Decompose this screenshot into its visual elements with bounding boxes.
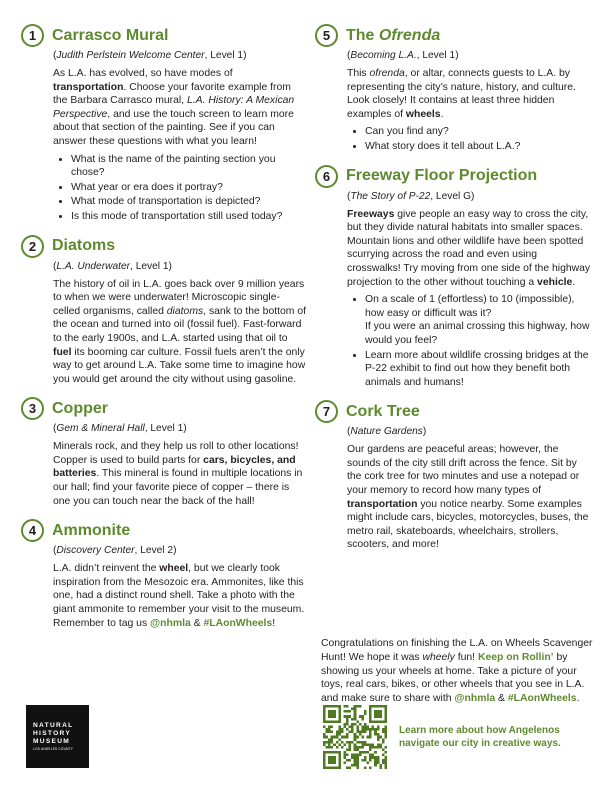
section-carrasco-mural [21, 22, 307, 224]
section-header [21, 517, 307, 544]
step-number-badge: 5 [315, 24, 338, 47]
body-text: you notice nearby. Some examples might include cars, bicycles, motorcycles, buses, the metro rail, skateboards, wheelchairs, strollers, scooters, and more! [347, 498, 589, 551]
section-title: Freeway Floor Projection [346, 167, 538, 185]
section-title: Carrasco Mural [52, 26, 169, 44]
location-name: The Story of P-22 [350, 190, 431, 202]
location-level: , Level 1 [144, 423, 184, 435]
keyword: fuel [53, 346, 72, 358]
pun-word: wheely [422, 651, 455, 663]
body-text: This [347, 68, 370, 79]
body-text: , sank to the bottom of the ocean and turned into oil (fossil fuel). Fast-forward to the early 1900s, and L.A. started using that oil to [53, 305, 306, 344]
list-item: • Can you find any? [365, 125, 593, 139]
section-ammonite [21, 517, 307, 630]
section-cork-tree [315, 398, 593, 552]
title-emphasis: Ofrenda [378, 26, 441, 44]
body-text: Minerals rock, and they help us roll to other locations! Copper is used to build parts for [53, 441, 299, 466]
learn-more-text: Learn more about how Angelenos navigate our city in creative ways. [399, 725, 561, 749]
keyword: ofrenda [369, 68, 405, 79]
section-header [21, 395, 307, 422]
location-level: , Level 1 [130, 260, 169, 272]
logo-line: HISTORY [33, 730, 72, 737]
body-text: Our gardens are peaceful areas; however, the sounds of the city still drift across the fence. Sit by the cork tree for two minutes and use a notepad or your memory to record how many types of [347, 444, 580, 497]
section-title: Cork Tree [346, 402, 420, 420]
keyword: transportation [53, 81, 124, 93]
section-header [21, 22, 307, 49]
section-title: Diatoms [52, 237, 116, 255]
list-item: • Learn more about wildlife crossing bridges at the P-22 exhibit to find out how they benefit both animals and humans! [365, 349, 593, 390]
body-text: . [572, 276, 576, 288]
logo-subtitle: LOS ANGELES COUNTY [33, 747, 74, 751]
social-handle: @nhmla [454, 692, 496, 704]
body-text: . Choose your favorite example from the Barbara Carrasco mural, [53, 81, 291, 107]
keyword: transportation [347, 498, 418, 510]
body-text: . [440, 108, 444, 120]
list-item-text: If you were an animal crossing this highway, how would you feel? [365, 321, 590, 346]
section-title: Ammonite [52, 521, 131, 539]
section-location: (Judith Perlstein Welcome Center, Level 1) [53, 50, 247, 61]
body-text: , or altar, connects guests to L.A. by representing the city’s nature, history, and culture. Look closely! It contains at least three hidden examples of [347, 68, 576, 120]
section-body [347, 208, 593, 290]
list-item: • What is the name of the painting section you chose? [71, 153, 307, 180]
body-text: As L.A. has evolved, so have modes of [53, 68, 233, 79]
hashtag: #LAonWheels [203, 617, 273, 629]
section-location: (Gem & Mineral Hall, Level 1) [53, 423, 187, 435]
section-location: (Becoming L.A., Level 1) [347, 50, 459, 61]
section-location: (Nature Gardens) [347, 426, 427, 438]
section-body [347, 443, 593, 552]
step-number-badge: 1 [21, 24, 44, 47]
section-location: (The Story of P-22, Level G) [347, 190, 475, 202]
section-title [346, 27, 440, 45]
section-diatoms [21, 233, 307, 387]
location-level: , Level 1 [204, 50, 244, 61]
hashtag: #LAonWheels [507, 692, 577, 704]
body-text: The history of oil in L.A. goes back over 9 million years to when we were underwater! Microscopic single-celled organisms, called [53, 278, 305, 317]
artwork-title: L.A. History: A Mexican Perspective [53, 95, 295, 120]
location-name: Discovery Center [56, 545, 135, 557]
section-copper [21, 395, 307, 508]
section-location: (Discovery Center, Level 2) [53, 545, 177, 557]
list-item: • What story does it tell about L.A.? [365, 140, 593, 154]
body-text: & [495, 692, 508, 704]
section-title: Copper [52, 399, 108, 417]
left-column [21, 22, 307, 639]
list-item: • What year or era does it portray? [71, 181, 307, 195]
section-ofrenda [315, 22, 593, 154]
section-header [315, 398, 593, 425]
keyword: vehicle [537, 276, 573, 288]
section-body [53, 278, 307, 387]
location-name: Gem & Mineral Hall [56, 423, 145, 435]
list-item: • Is this mode of transportation still used today? [71, 210, 307, 224]
keyword: cars, bicycles, and batteries [53, 454, 296, 480]
body-text: . This mineral is found in multiple locations in our hall; find your favorite piece of copper – there is one you can touch near the back of the hall! [53, 468, 303, 507]
location-name: Becoming L.A. [350, 50, 417, 61]
step-number-badge: 4 [21, 519, 44, 542]
body-text: its booming car culture. Fossil fuels aren’t the only way to get around L.A. Take some time to imagine how you would get around the city without using gasoline. [53, 346, 306, 385]
list-item [365, 293, 593, 347]
body-text: Congratulations on finishing the L.A. on Wheels Scavenger Hunt! We hope it was [321, 638, 593, 663]
question-list [53, 153, 307, 224]
list-item: • What mode of transportation is depicted? [71, 195, 307, 209]
body-text: , and use the touch screen to learn more about that section of the painting. See if you can answer these questions with what you learn! [53, 108, 294, 147]
body-text: L.A. didn’t reinvent the [53, 563, 160, 575]
qr-code-icon[interactable] [323, 705, 387, 769]
step-number-badge: 3 [21, 397, 44, 420]
body-text: give people an easy way to cross the city, but they divide natural habitats into smaller spaces. Mountain lions and other wildlife have been spotted scurrying across the road and even using crosswalks! Try moving from one side of the highway projection to the other without touching a [347, 208, 591, 288]
section-header [315, 163, 593, 190]
social-handle: @nhmla [150, 617, 191, 629]
body-text: fun! [454, 651, 478, 663]
section-location: (L.A. Underwater, Level 1) [53, 260, 172, 272]
body-text: by showing us your wheels at home. Take a picture of your toys, real cars, bikes, or other wheels that you see in L.A. and make sure to share with [321, 651, 585, 704]
museum-logo [26, 705, 89, 768]
question-list [347, 125, 593, 153]
logo-line: NATURAL [33, 722, 74, 729]
section-body [347, 67, 593, 121]
body-text: & [190, 617, 204, 629]
step-number-badge: 7 [315, 400, 338, 423]
list-item-text: On a scale of 1 (effortless) to 10 (impossible), how easy or difficult was it? [365, 294, 575, 319]
step-number-badge: 6 [315, 165, 338, 188]
body-text: ! [272, 617, 276, 629]
section-body [53, 67, 307, 149]
slogan: Keep on Rollin’ [477, 651, 554, 663]
logo-line: MUSEUM [33, 738, 71, 745]
section-body [53, 440, 307, 508]
body-text: . [576, 692, 580, 704]
right-column [315, 22, 593, 561]
keyword: wheels [405, 108, 441, 120]
location-name: Judith Perlstein Welcome Center [56, 50, 205, 61]
section-freeway-floor-projection [315, 163, 593, 390]
section-header [21, 233, 307, 260]
location-name: L.A. Underwater [56, 260, 131, 272]
location-name: Nature Gardens [350, 426, 423, 438]
keyword: diatoms [166, 305, 204, 317]
step-number-badge: 2 [21, 235, 44, 258]
location-level: , Level 1 [416, 50, 456, 61]
keyword: wheel [159, 563, 189, 575]
body-text: , but we clearly took inspiration from the Mesozoic era. Ammonites, like this one, had a distinct round shell. Take a photo with the giant ammonite to remember your visit to the museum. Remember to tag us [53, 563, 305, 629]
title-text: The [346, 26, 379, 44]
section-header [315, 22, 593, 49]
location-level: , Level 2 [134, 545, 174, 557]
question-list [347, 293, 593, 389]
congrats-message [321, 637, 593, 705]
section-body [53, 562, 307, 630]
keyword: Freeways [347, 208, 395, 220]
location-level: , Level G [430, 190, 472, 202]
